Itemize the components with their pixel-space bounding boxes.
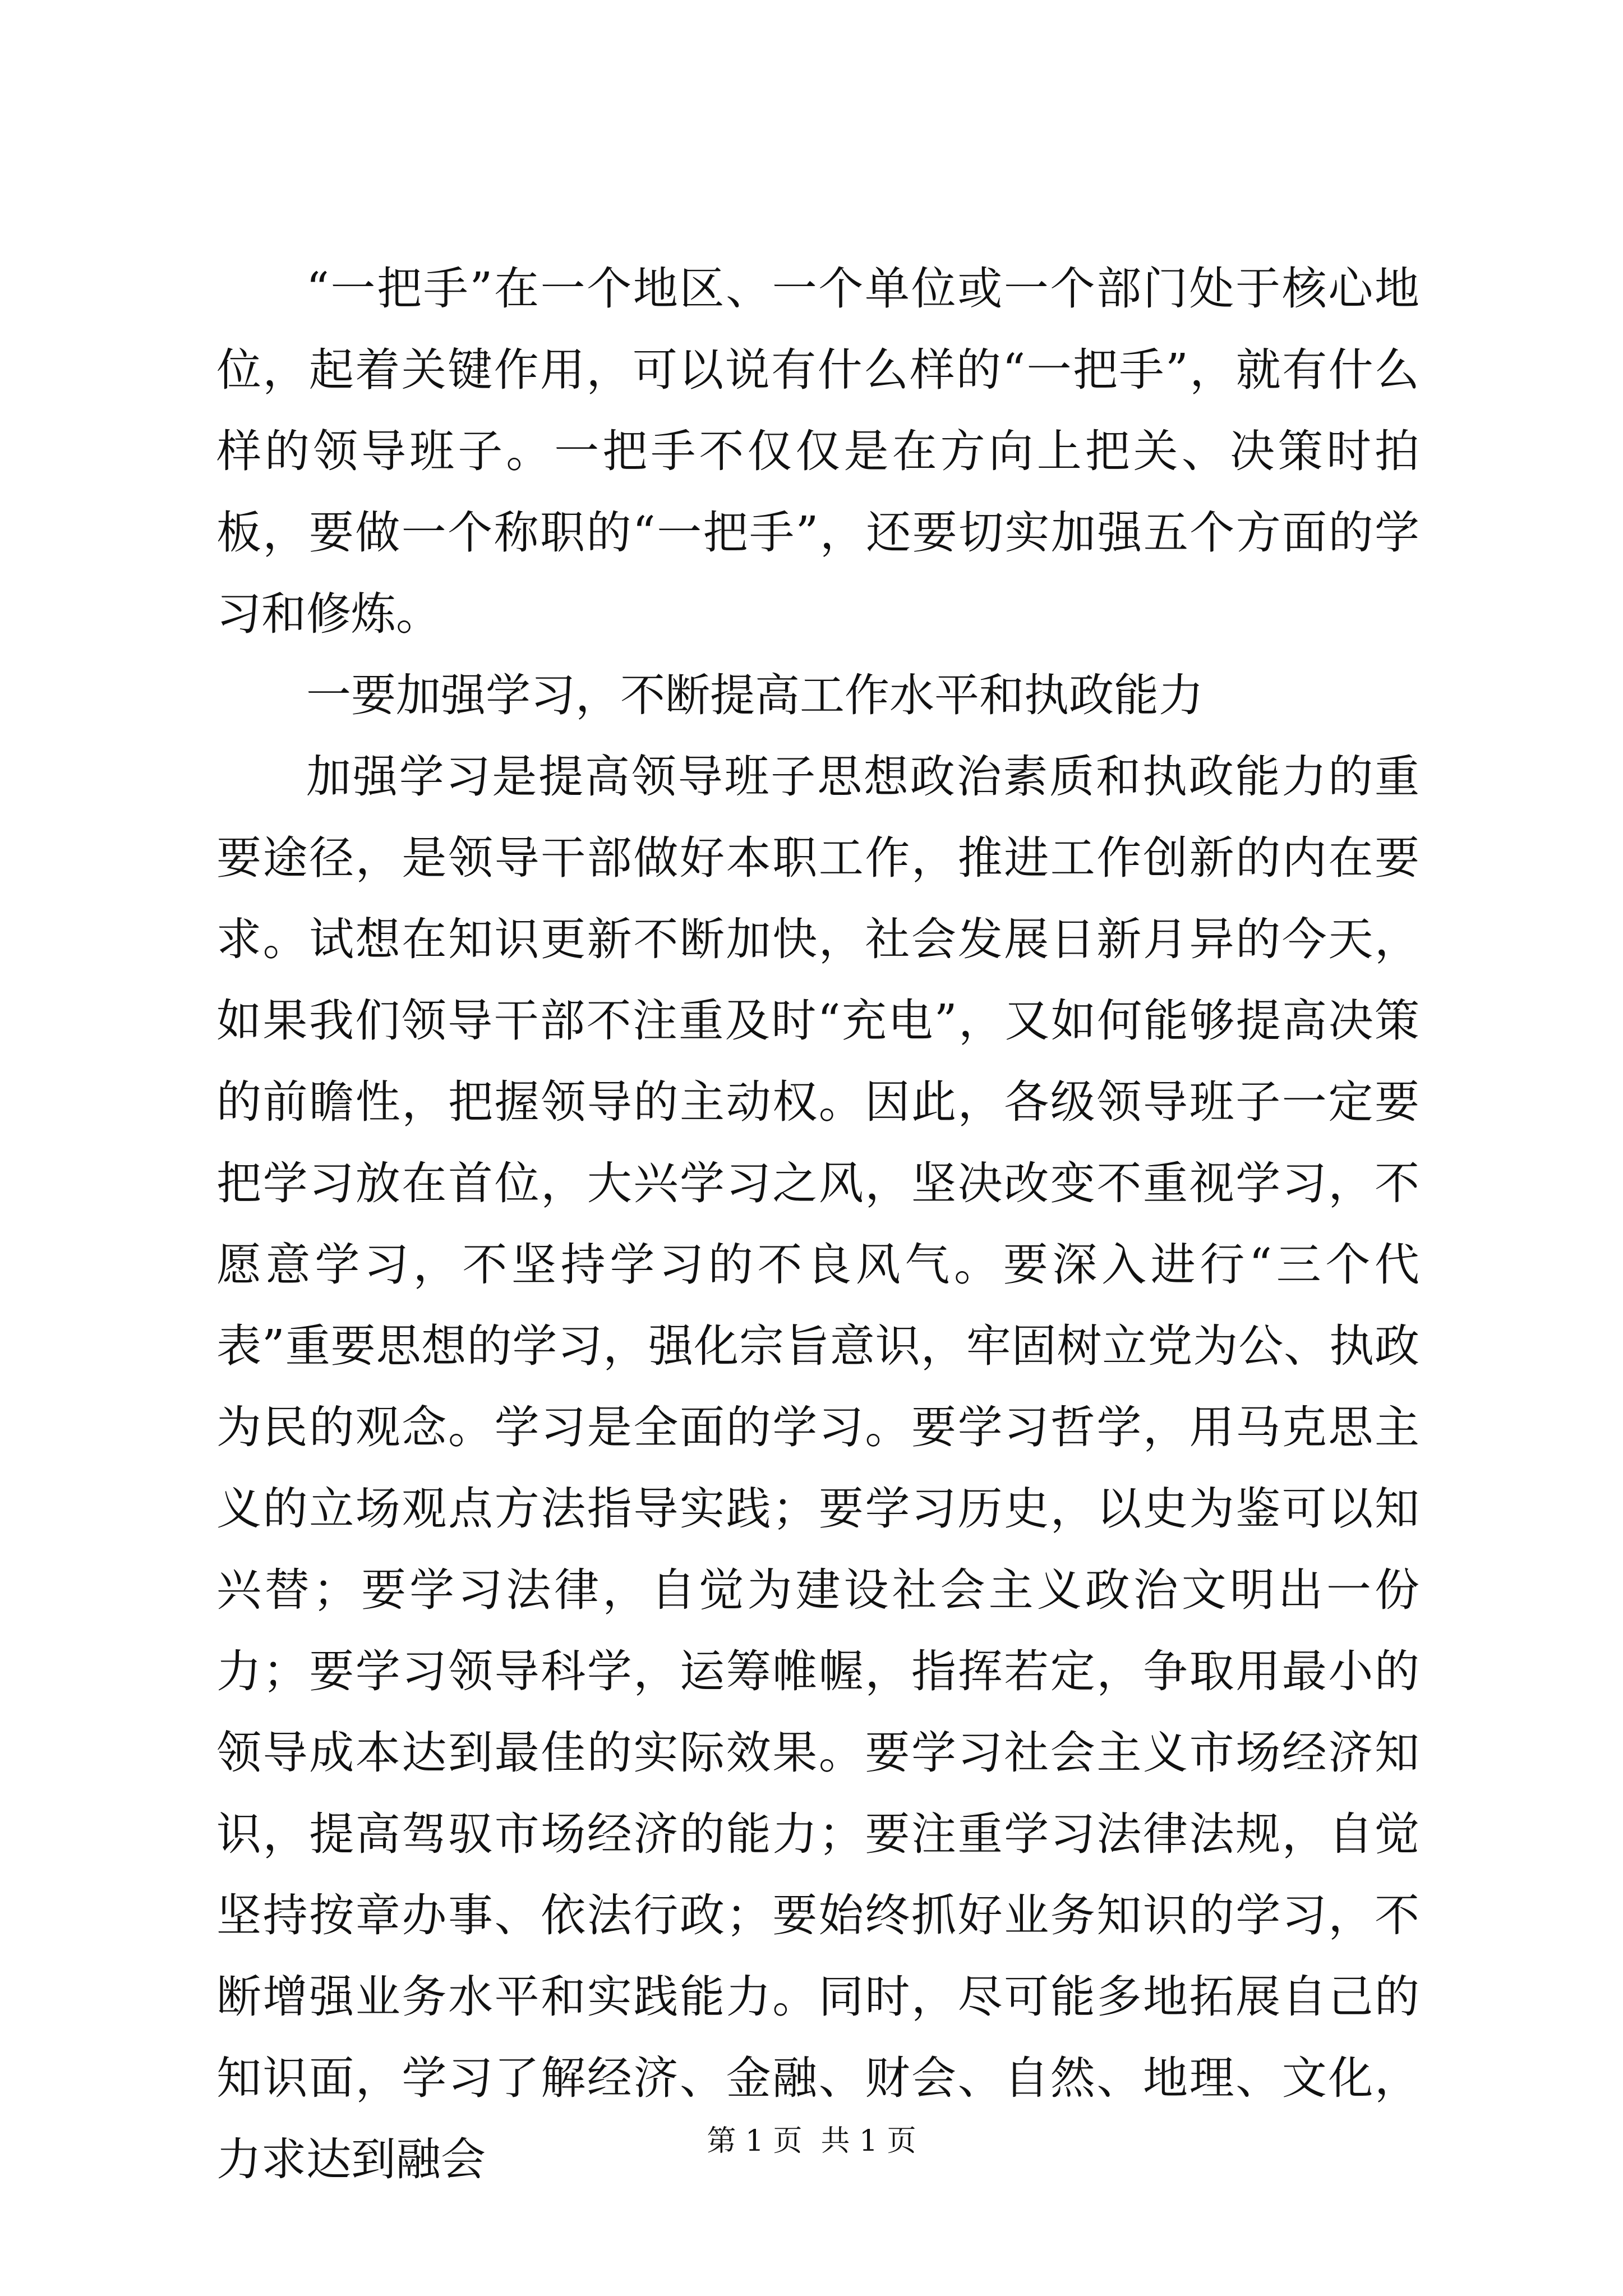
section-heading: 一要加强学习，不断提高工作水平和执政能力 (306, 669, 1204, 721)
paragraph-study: 加强学习是提高领导班子思想政治素质和执政能力的重要途径，是领导干部做好本职工作，推进工作创新的内在要求。试想在知识更新不断加快，社会发展日新月异的今天，如果我们领导干部不注重及时“充电”，又如何能够提高决策的前瞻性，把握领导的主动权。因此，各级领导班子一定要把学习放在首位，大兴学习之风，坚决改变不重视学习，不愿意学习，不坚持学习的不良风气。要深入进行“三个代表”重要思想的学习，强化宗旨意识，牢固树立党为公、执政为民的观念。学习是全面的学习。要学习哲学，用马克思主义的立场观点方法指导实践；要学习历史，以史为鉴可以知兴替；要学习法律，自觉为建设社会主义政治文明出一份力；要学习领导科学，运筹帷幄，指挥若定，争取用最小的领导成本达到最佳的实际效果。要学习社会主义市场经济知识，提高驾驭市场经济的能力；要注重学习法律法规，自觉坚持按章办事、依法行政；要始终抓好业务知识的学习，不断增强业务水平和实践能力。同时，尽可能多地拓展自己的知识面，学习了解经济、金融、财会、自然、地理、文化，力求达到融会 (216, 751, 1419, 2185)
document-body (216, 248, 1419, 2200)
paragraph-intro: “一把手”在一个地区、一个单位或一个部门处于核心地位，起着关键作用，可以说有什么样的“一把手”，就有什么样的领导班子。一把手不仅仅是在方向上把关、决策时拍板，要做一个称职的“一把手”，还要切实加强五个方面的学习和修炼。 (216, 263, 1419, 640)
page-footer: 第 1 页 共 1 页 (707, 2124, 916, 2158)
